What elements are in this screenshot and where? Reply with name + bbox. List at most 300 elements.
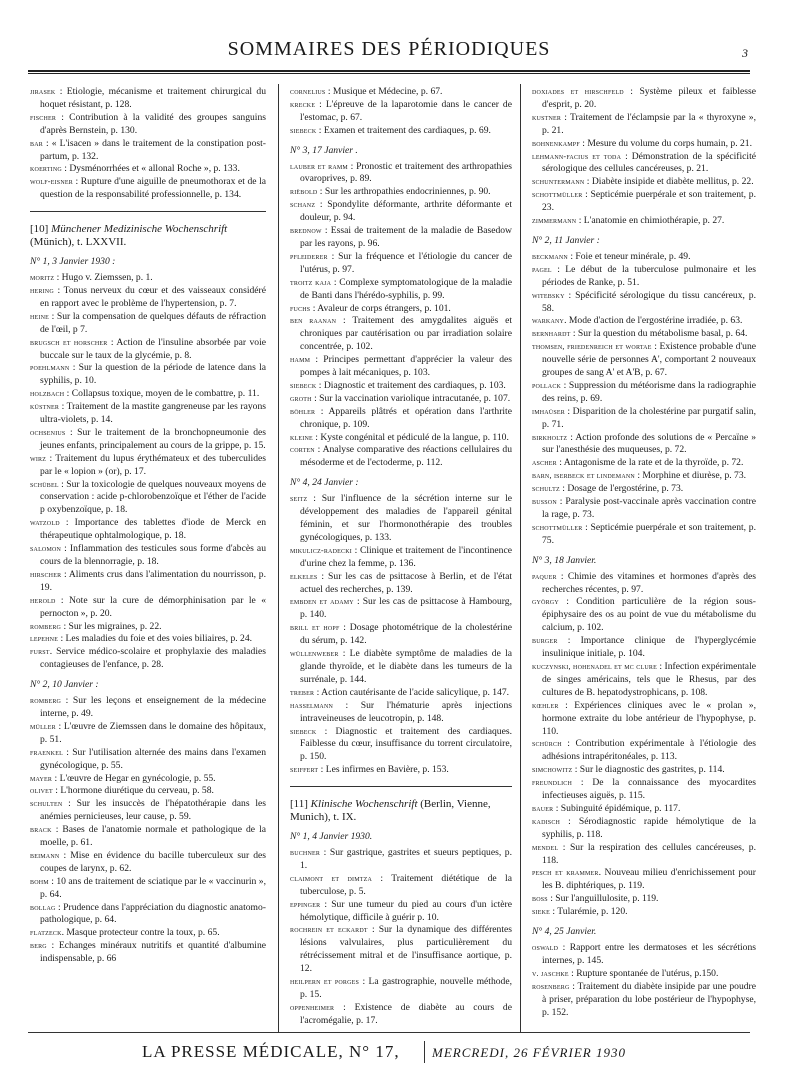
citation-author: fischer	[30, 112, 57, 122]
citation-title: : Action cautérisante de l'acide salicylique, p. 147.	[314, 686, 510, 698]
citation-entry	[30, 785, 266, 798]
citation-title: : L'œuvre de Hegar en gynécologie, p. 55.	[52, 772, 216, 784]
citation-author: holzbach	[30, 389, 65, 399]
citation-entry	[290, 622, 512, 648]
entry-group	[290, 493, 512, 777]
citation-entry	[532, 777, 756, 803]
citation-title: : Dysménorrhées et « allonal Roche », p. 133.	[61, 163, 240, 175]
citation-entry	[532, 86, 756, 112]
citation-entry	[290, 86, 512, 99]
citation-title: : Foie et teneur minérale, p. 49.	[567, 250, 691, 262]
citation-entry	[290, 873, 512, 899]
citation-title: : Septicémie puerpérale et son traitement, p. 23.	[542, 189, 756, 214]
citation-title: : Action profonde des solutions de « Percaïne » sur l'anesthésie des muqueuses, p. 72.	[542, 431, 756, 456]
citation-author: györgy	[532, 597, 559, 607]
citation-title: : Spondylite déformante, arthrite déformante et douleur, p. 94.	[300, 199, 512, 224]
citation-title: : Principes permettant d'apprécier la valeur des pompes à lait mécaniques, p. 103.	[300, 354, 512, 379]
citation-author: moritz	[30, 273, 55, 283]
citation-entry	[290, 1002, 512, 1028]
citation-title: : Sérodiagnostic rapide hémolytique de la syphilis, p. 118.	[542, 815, 756, 840]
entry-group	[532, 942, 756, 1019]
citation-entry	[290, 596, 512, 622]
citation-title: : L'œuvre de Ziemssen dans le domaine des hôpitaux, p. 51.	[40, 720, 266, 745]
citation-entry	[290, 432, 512, 445]
citation-title: : L'hormone diurétique du cerveau, p. 58.	[52, 785, 214, 797]
citation-author: groth	[290, 393, 312, 403]
journal-details: (Münich), t. LXXVII.	[30, 236, 127, 249]
citation-entry	[532, 457, 756, 470]
citation-entry	[30, 621, 266, 634]
citation-entry	[290, 924, 512, 976]
citation-title: : Existence de diabète au cours de l'acromégalie, p. 17.	[300, 1001, 512, 1026]
citation-title: : Examen et traitement des cardiaques, p. 69.	[316, 124, 491, 136]
citation-author: mikulicz-radecki	[290, 545, 352, 555]
citation-entry	[532, 151, 756, 177]
citation-author: corten	[290, 445, 315, 455]
journal-name: Klinische Wochenschrift	[310, 798, 418, 811]
citation-author: lauber et ramm	[290, 161, 348, 171]
citation-author: schübel	[30, 479, 59, 489]
citation-title: : Sur le diagnostic des gastrites, p. 114.	[572, 764, 725, 776]
citation-title: : Sur gastrique, gastrites et sueurs peptiques, p. 1.	[300, 847, 512, 871]
citation-title: . Masque protecteur contre la toux, p. 65.	[61, 927, 220, 939]
citation-title: : Antagonisme de la rate et de la thyroïde, p. 72.	[556, 457, 744, 469]
entry-group	[30, 86, 266, 202]
citation-entry	[30, 517, 266, 543]
citation-title: : Sur la toxicologie de quelques nouveaux moyens de conservation : acide p-chlorobenzoïque et l'éther de l'acide p oxybenzoïque, p. 18.	[40, 478, 266, 516]
citation-author: siebeck	[290, 726, 317, 736]
page-number: 3	[742, 46, 748, 60]
citation-title: : Complexe symptomatologique de la maladie de Banti dans l'hérédo-syphilis, p. 99.	[300, 276, 512, 301]
citation-author: wirz	[30, 453, 47, 463]
citation-entry	[30, 633, 266, 646]
citation-title: : Démonstration de la spécificité sérologique des cellules cancéreuses, p. 21.	[542, 150, 757, 175]
citation-entry	[290, 225, 512, 251]
citation-entry	[532, 661, 756, 700]
entry-group	[532, 86, 756, 228]
citation-author: pagel	[532, 264, 552, 274]
citation-author: kœhler	[532, 700, 559, 710]
citation-author: pesch et krammer	[532, 868, 599, 878]
citation-title: : Sur les migraines, p. 22.	[61, 620, 162, 632]
column-middle	[290, 86, 512, 1028]
citation-entry	[532, 968, 756, 981]
citation-author: fuchs	[290, 303, 311, 313]
citation-author: busson	[532, 497, 557, 507]
citation-author: jirasek	[30, 87, 56, 96]
citation-title: : Disparition de la cholestérine par purgatif salin, p. 71.	[542, 405, 756, 430]
citation-title: : Importance clinique de l'hyperglycémie insulinique initiale, p. 104.	[542, 635, 756, 660]
citation-title: : Le début de la tuberculose pulmonaire et les périodes de Ranke, p. 51.	[542, 263, 756, 288]
citation-entry	[30, 163, 266, 176]
citation-title: : Echanges minéraux nutritifs et quantité d'albumine indispensable, p. 66	[40, 940, 266, 965]
citation-entry	[30, 176, 266, 202]
citation-entry	[30, 798, 266, 824]
citation-author: mendel	[532, 842, 559, 852]
citation-entry	[532, 700, 756, 739]
citation-entry	[30, 112, 266, 138]
citation-entry	[290, 354, 512, 380]
citation-author: rochrein et eckardt	[290, 925, 368, 935]
citation-title: : Essai de traitement de la maladie de Basedow par les rayons, p. 96.	[300, 225, 512, 249]
citation-entry	[532, 264, 756, 290]
citation-entry	[532, 406, 756, 432]
citation-entry	[30, 427, 266, 453]
citation-entry	[290, 700, 512, 726]
citation-entry	[532, 341, 756, 380]
citation-entry	[290, 125, 512, 138]
citation-title: : Clinique et traitement de l'incontinence d'urine chez la femme, p. 136.	[300, 544, 512, 569]
citation-title: : Rupture spontanée de l'utérus, p.150.	[568, 967, 719, 979]
citation-entry	[290, 571, 512, 597]
citation-author: schultz	[532, 484, 560, 494]
entry-group	[290, 86, 512, 138]
citation-author: heine	[30, 311, 49, 321]
section-heading	[290, 798, 512, 824]
citation-author: kadisch	[532, 816, 561, 826]
footer-rule	[28, 1032, 750, 1033]
citation-entry	[532, 328, 756, 341]
citation-entry	[30, 362, 266, 388]
citation-entry	[290, 545, 512, 571]
citation-title: : Hugo v. Ziemssen, p. 1.	[54, 272, 153, 284]
citation-author: mayer	[30, 773, 53, 783]
citation-title: : Traitement du lupus érythémateux et des tuberculides par le « lopion » (or), p. 17.	[40, 452, 266, 477]
journal-name: Münchener Medizinische Wochenschrift	[51, 223, 228, 236]
citation-entry	[532, 842, 756, 868]
citation-entry	[30, 850, 266, 876]
citation-author: treber	[290, 687, 315, 697]
citation-author: bollag	[30, 902, 56, 912]
citation-author: hasselmann	[290, 700, 334, 710]
citation-entry	[532, 738, 756, 764]
citation-title: . Service médico-scolaire et prophylaxie des maladies contagieuses de l'enfance, p. 28.	[40, 646, 266, 671]
entry-group	[290, 161, 512, 471]
citation-entry	[30, 401, 266, 427]
citation-author: herold	[30, 595, 56, 605]
citation-entry	[30, 388, 266, 401]
citation-title: : Sur la compensation de quelques défauts de réfraction de l'œil, p 7.	[40, 310, 266, 335]
citation-entry	[532, 290, 756, 316]
citation-author: koerting	[30, 164, 62, 174]
citation-title: : Spécificité sérologique du tissu cancéreux, p. 58.	[542, 289, 756, 314]
citation-author: bohnenkampf	[532, 138, 580, 148]
citation-entry	[532, 803, 756, 816]
citation-entry	[30, 337, 266, 363]
citation-author: lehmann-facius et toda	[532, 151, 622, 161]
citation-entry	[532, 764, 756, 777]
citation-entry	[290, 277, 512, 303]
citation-title: : Dosage de l'ergostérine, p. 73.	[559, 483, 684, 495]
citation-entry	[290, 380, 512, 393]
citation-title: : Contribution expérimentale à l'étiologie des adhésions intrapéritonéales, p. 113.	[542, 738, 756, 763]
citation-author: troitz kaja	[290, 277, 332, 287]
citation-entry	[532, 189, 756, 215]
citation-author: birkholtz	[532, 432, 568, 442]
citation-entry	[532, 432, 756, 458]
citation-title: : Sur une tumeur du pied au cours d'un ictère hémolytique, difficile à guérir p. 10.	[300, 898, 512, 923]
citation-author: imhaüser	[532, 406, 565, 416]
citation-title: : Traitement diététique de la tuberculose, p. 5.	[300, 872, 512, 897]
citation-author: hamm	[290, 355, 311, 365]
citation-author: boss	[532, 894, 548, 904]
citation-title: : Sur la fréquence et l'étiologie du cancer de l'utérus, p. 97.	[300, 250, 512, 275]
citation-title: : Sur l'hématurie après injections intraveineuses de leucotropin, p. 148.	[300, 699, 512, 724]
issue-heading: N° 3, 18 Janvier.	[532, 554, 597, 566]
citation-entry	[532, 380, 756, 406]
issue-heading: N° 3, 17 Janvier .	[290, 144, 358, 156]
citation-title: : Rupture d'une aiguille de pneumothorax et de la question de la responsabilité professionnelle, p. 134.	[40, 176, 266, 201]
citation-author: beckmann	[532, 251, 568, 261]
citation-title: : Appareils plâtrés et opération dans l'arthrite chronique, p. 109.	[300, 405, 512, 430]
citation-title: : 10 ans de traitement de sciatique par le « vaccinurin », p. 64.	[40, 875, 266, 900]
citation-author: flatzeck	[30, 928, 62, 938]
citation-author: seitz	[290, 494, 308, 504]
section-heading	[30, 223, 266, 249]
citation-author: schottmüller	[532, 522, 583, 532]
citation-entry	[290, 315, 512, 354]
citation-title: : Traitement des amygdalites aiguës et chroniques par cautérisation ou par irradiation solaire concentrée, p. 102.	[300, 315, 512, 353]
issue-heading: N° 2, 11 Janvier :	[532, 234, 600, 246]
citation-entry	[532, 315, 756, 328]
citation-author: cornelius	[290, 87, 326, 96]
citation-author: schottmüller	[532, 190, 583, 200]
citation-entry	[290, 726, 512, 765]
citation-author: claimont et dimtza	[290, 873, 372, 883]
citation-entry	[290, 899, 512, 925]
citation-entry	[532, 215, 756, 228]
citation-author: hirscher	[30, 569, 62, 579]
column-left	[30, 86, 266, 966]
citation-title: . Mode d'action de l'ergostérine irradiée, p. 63.	[564, 315, 743, 327]
citation-author: elkeles	[290, 571, 318, 581]
citation-title: : Inflammation des testicules sous forme d'abcès au cours de la blennorragie, p. 18.	[40, 543, 266, 567]
citation-title: : Sur la respiration des cellules cancéreuses, p. 118.	[542, 841, 756, 866]
citation-title: : La gastrographie, nouvelle méthode, p. 15.	[300, 976, 512, 1000]
citation-title: : Sur les arthropathies endocriniennes, p. 90.	[317, 186, 491, 198]
citation-author: krecke	[290, 99, 316, 109]
citation-author: v. jaschke	[532, 968, 569, 978]
citation-entry	[30, 138, 266, 164]
citation-entry	[30, 940, 266, 966]
citation-author: witebsky	[532, 290, 565, 300]
entry-group	[30, 272, 266, 672]
citation-author: bar	[30, 138, 43, 148]
entry-group	[532, 571, 756, 919]
citation-author: salomon	[30, 544, 62, 554]
footer-journal: LA PRESSE MÉDICALE, N° 17,	[142, 1042, 400, 1061]
citation-entry	[30, 285, 266, 311]
citation-entry	[532, 893, 756, 906]
citation-author: siebeck	[290, 380, 317, 390]
citation-author: brack	[30, 825, 52, 835]
citation-title: : Subinguité épidémique, p. 117.	[553, 802, 681, 814]
citation-entry	[30, 569, 266, 595]
citation-author: hering	[30, 285, 54, 295]
citation-author: beimann	[30, 850, 60, 860]
citation-author: barn, iserbeck et lindemann	[532, 471, 635, 481]
citation-author: paquer	[532, 571, 557, 581]
citation-title: : Septicémie puerpérale et son traitement, p. 75.	[542, 521, 756, 546]
citation-author: freundlich	[532, 778, 573, 788]
citation-author: simchowitz	[532, 765, 573, 775]
section-separator	[30, 211, 266, 212]
citation-title: : Sur l'utilisation alternée des mains dans l'examen gynécologique, p. 55.	[40, 746, 266, 771]
citation-title: : Sur l'anguillulosite, p. 119.	[547, 893, 659, 905]
citation-title: : Pronostic et traitement des arthropathies ovaroprives, p. 89.	[300, 160, 513, 185]
citation-title: : Système pileux et faiblesse d'esprit, p. 20.	[542, 86, 756, 110]
citation-entry	[532, 981, 756, 1020]
citation-entry	[30, 902, 266, 928]
citation-title: : Sur les leçons et enseignement de la médecine interne, p. 49.	[40, 695, 266, 719]
citation-title: : Les infirmes en Bavière, p. 153.	[318, 764, 449, 776]
citation-title: : Mise en évidence du bacille tuberculeux sur des coupes de larynx, p. 62.	[40, 849, 266, 874]
issue-heading: N° 4, 24 Janvier :	[290, 477, 359, 489]
citation-entry	[532, 942, 756, 968]
citation-author: kleine	[290, 432, 313, 442]
citation-title: : Infection expérimentale de singes américains, tels que le Rhesus, par des cultures de B. hepatodystrophicans, p. 108.	[542, 660, 756, 698]
citation-title: : Sur les insuccès de l'hépatothérapie dans les anémies pernicieuses, leur cause, p. 59.	[40, 798, 266, 823]
citation-author: müller	[30, 721, 56, 731]
page-title: SOMMAIRES DES PÉRIODIQUES	[227, 38, 551, 60]
citation-author: brill et hopf	[290, 623, 340, 633]
citation-title: : Importance des tablettes d'iode de Merck en thérapeutique ophtalmologique, p. 18.	[40, 517, 266, 542]
citation-entry	[532, 596, 756, 635]
citation-author: riëbold	[290, 187, 318, 197]
citation-title: : Traitement de l'éclampsie par la « thyroxyne », p. 21.	[542, 111, 756, 136]
citation-entry	[30, 927, 266, 940]
citation-title: : Traitement de la mastite gangreneuse par les rayons ultra-violets, p. 14.	[40, 401, 266, 426]
citation-author: schuntermann	[532, 177, 585, 187]
citation-entry	[290, 303, 512, 316]
issue-heading: N° 4, 25 Janvier.	[532, 926, 597, 938]
citation-title: : Le diabète symptôme de maladies de la glande thyroïde, et le diabète dans les tumeurs de la surrénale, p. 144.	[300, 648, 512, 685]
citation-title: : Sur la question de la période de latence dans la syphilis, p. 10.	[40, 362, 266, 387]
citation-author: berg	[30, 941, 47, 951]
citation-title: : De la connaissance des myocardites infectieuses aiguës, p. 115.	[542, 777, 756, 802]
citation-entry	[290, 161, 512, 187]
citation-entry	[532, 112, 756, 138]
citation-title: : Note sur la cure de démorphinisation par le « pernocton », p. 20.	[40, 594, 266, 619]
citation-author: warkany	[532, 316, 565, 326]
citation-author: buchner	[290, 848, 321, 858]
issue-heading: N° 2, 10 Janvier :	[30, 679, 99, 691]
citation-entry	[290, 406, 512, 432]
citation-entry	[290, 444, 512, 470]
issue-heading: N° 1, 4 Janvier 1930.	[290, 831, 373, 843]
citation-author: böhler	[290, 406, 316, 416]
citation-title: : Diagnostic et traitement des cardiaques. Faiblesse du cœur, insuffisance du torrent circulatoire, p. 150.	[300, 725, 512, 763]
column-divider	[520, 84, 521, 1032]
citation-title: : Dosage photométrique de la cholestérine du sérum, p. 142.	[300, 622, 512, 647]
citation-author: eppinger	[290, 899, 321, 909]
citation-author: kuczynski, hohenadel et mc clure	[532, 661, 657, 671]
citation-entry	[290, 764, 512, 777]
citation-title: : Contribution à la validité des groupes sanguins d'après Bernstein, p. 130.	[40, 111, 266, 136]
citation-title: : Paralysie post-vaccinale après vaccination contre la rage, p. 73.	[542, 496, 756, 520]
entry-group	[30, 695, 266, 966]
citation-author: zimmermann	[532, 216, 577, 226]
section-number: [10]	[30, 223, 49, 236]
citation-entry	[30, 311, 266, 337]
citation-author: brugsch et horscher	[30, 337, 108, 347]
issue-heading: N° 1, 3 Janvier 1930 :	[30, 256, 116, 268]
citation-entry	[30, 773, 266, 786]
citation-author: oppenheimer	[290, 1002, 335, 1012]
citation-entry	[30, 595, 266, 621]
section-separator	[290, 786, 512, 787]
page-header	[28, 38, 750, 68]
citation-author: bernhardt	[532, 329, 571, 339]
footer-divider	[424, 1041, 425, 1063]
citation-entry	[30, 824, 266, 850]
citation-author: pfleiderer	[290, 251, 328, 261]
citation-title: : Mesure du volume du corps humain, p. 21.	[579, 137, 753, 149]
citation-author: poehlmann	[30, 363, 70, 373]
citation-author: olivet	[30, 786, 53, 796]
citation-entry	[290, 393, 512, 406]
citation-title: : Diabète insipide et diabète mellitus, p. 22.	[584, 176, 754, 188]
citation-entry	[532, 906, 756, 919]
citation-title: : Tularémie, p. 120.	[550, 906, 628, 918]
citation-title: : Kyste congénital et pédiculé de la langue, p. 110.	[312, 431, 509, 443]
citation-title: : Condition particulière de la région sous-épiphysaire des os au point de vue du métabolisme du calcium, p. 102.	[542, 596, 756, 634]
citation-author: ascher	[532, 458, 557, 468]
citation-author: thomsen, friedenreich et wortae	[532, 342, 652, 352]
citation-title: : Sur la vaccination variolique intracutanée, p. 107.	[311, 392, 511, 404]
citation-title: : Suppression du météorisme dans la radiographie des reins, p. 69.	[542, 379, 756, 404]
citation-author: ben raanan	[290, 316, 337, 326]
citation-title: : L'épreuve de la laparotomie dans le cancer de l'estomac, p. 67.	[300, 98, 512, 123]
citation-entry	[30, 695, 266, 721]
citation-entry	[290, 99, 512, 125]
citation-author: bohm	[30, 876, 49, 886]
citation-author: brednow	[290, 226, 322, 236]
citation-author: ochsenius	[30, 427, 66, 437]
citation-author: watzold	[30, 518, 60, 528]
citation-title: : Musique et Médecine, p. 67.	[325, 86, 443, 97]
citation-title: : Expériences cliniques avec le « prolan », hormone extraite du lobe antérieur de l'hypophyse, p. 110.	[542, 699, 756, 737]
citation-author: schulten	[30, 799, 63, 809]
journal-details: (Berlin, Vienne, Munich), t. IX.	[290, 798, 491, 824]
citation-author: furst	[30, 647, 50, 657]
citation-author: seiffert	[290, 765, 319, 775]
citation-entry	[290, 648, 512, 687]
citation-author: doxiades et hirschfeld	[532, 87, 624, 96]
citation-title: : Sur le traitement de la bronchopneumonie des jeunes enfants, principalement au cours de la grippe, p. 15.	[40, 426, 266, 451]
citation-author: wolf-eisner	[30, 177, 73, 187]
citation-title: : Collapsus toxique, moyen de le combattre, p. 11.	[64, 388, 260, 400]
footer-date: MERCREDI, 26 FÉVRIER 1930	[432, 1045, 626, 1060]
header-rule	[28, 70, 750, 72]
citation-title: : Sur la dynamique des différentes lésions valvulaires, plus particulièrement du rétrécissement mitral et de l'insuffisance aortique, p. 12.	[300, 924, 512, 975]
citation-title: : Diagnostic et traitement des cardiaques, p. 103.	[316, 379, 506, 391]
citation-author: heilpern et porges	[290, 977, 360, 987]
citation-title: . Nouveau milieu d'enrichissement pour les B. diphtériques, p. 119.	[542, 867, 756, 892]
citation-entry	[290, 493, 512, 545]
column-right	[532, 86, 756, 1019]
citation-author: küstner	[30, 402, 60, 412]
citation-entry	[532, 571, 756, 597]
citation-entry	[532, 483, 756, 496]
column-divider	[278, 84, 279, 1032]
citation-title: : Sur la question du métabolisme basal, p. 64.	[570, 328, 748, 340]
citation-title: : L'anatomie en chimiothérapie, p. 27.	[576, 215, 725, 227]
citation-title: : Bases de l'anatomie normale et pathologique de la moelle, p. 61.	[40, 824, 266, 849]
citation-author: kustner	[532, 112, 562, 122]
citation-author: bauer	[532, 803, 554, 813]
citation-author: siebeck	[290, 125, 317, 135]
